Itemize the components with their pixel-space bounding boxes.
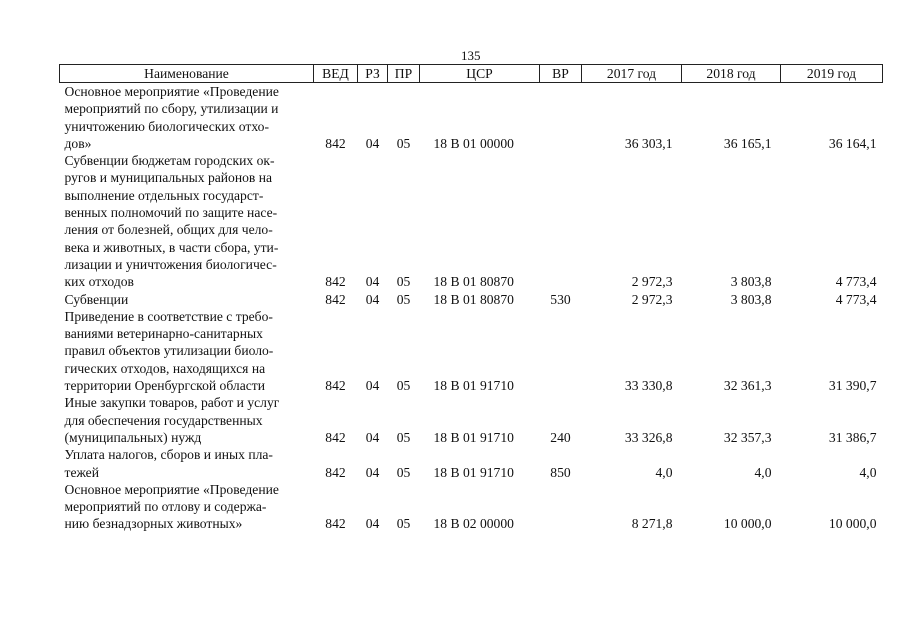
row-name-line: ких отходов	[64, 274, 134, 290]
row-2017: 33 326,8	[624, 429, 673, 445]
row-2019: 4,0	[859, 464, 877, 480]
row-pr: 05	[396, 378, 411, 394]
row-2019: 10 000,0	[828, 516, 877, 532]
row-vr	[540, 83, 582, 153]
row-name-line: Основное мероприятие «Проведение	[64, 84, 279, 99]
row-name-line: для обеспечения государственных	[64, 412, 263, 428]
table-row	[60, 152, 883, 290]
row-pr: 05	[396, 274, 411, 290]
row-name	[60, 308, 314, 394]
row-2017: 33 330,8	[624, 378, 673, 394]
row-csr: 18 В 01 80870	[433, 291, 514, 307]
header-pr: ПР	[388, 65, 420, 83]
row-name-line: Основное мероприятие «Проведение	[64, 481, 279, 497]
row-name-line: тежей	[64, 464, 99, 480]
row-name-line: лизации и уничтожения биологичес-	[64, 256, 277, 272]
row-pr: 05	[396, 516, 411, 532]
row-csr: 18 В 01 91710	[433, 429, 514, 445]
row-name-line: дов»	[64, 135, 92, 151]
row-vr	[540, 152, 582, 290]
row-2017: 36 303,1	[624, 135, 673, 151]
row-2019: 4 773,4	[835, 291, 877, 307]
table-header	[60, 65, 883, 83]
header-ved: ВЕД	[314, 65, 358, 83]
row-ved: 842	[325, 274, 346, 290]
row-name-line: века и животных, в части сбора, ути-	[64, 239, 279, 255]
row-name-line: Уплата налогов, сборов и иных пла-	[64, 447, 273, 463]
row-2017: 2 972,3	[631, 291, 673, 307]
row-vr: 850	[550, 464, 571, 480]
row-vr: 530	[550, 291, 571, 307]
header-2018: 2018 год	[682, 65, 781, 83]
row-csr: 18 В 01 91710	[433, 464, 514, 480]
table-row	[60, 394, 883, 446]
row-name-line: Иные закупки товаров, работ и услуг	[64, 395, 280, 411]
row-name-line: ругов и муниципальных районов на	[64, 170, 273, 186]
row-ved: 842	[325, 291, 346, 307]
row-2018: 32 357,3	[723, 429, 772, 445]
budget-table	[59, 64, 883, 533]
row-vr	[540, 308, 582, 394]
row-name-line: гических отходов, находящихся на	[64, 360, 266, 376]
row-2017: 8 271,8	[631, 516, 673, 532]
row-2019: 4 773,4	[835, 274, 877, 290]
row-csr: 18 В 01 00000	[433, 135, 514, 151]
row-name-line: Приведение в соответствие с требо-	[64, 308, 273, 324]
row-name	[60, 291, 314, 308]
row-ved: 842	[325, 464, 346, 480]
row-name	[60, 481, 314, 533]
table-row	[60, 291, 883, 308]
row-name	[60, 394, 314, 446]
row-name-line: (муниципальных) нужд	[64, 429, 202, 445]
row-pr: 05	[396, 291, 411, 307]
row-ved: 842	[325, 378, 346, 394]
row-pr: 05	[396, 429, 411, 445]
row-2017: 2 972,3	[631, 274, 673, 290]
header-csr: ЦСР	[420, 65, 540, 83]
row-2018: 3 803,8	[730, 274, 772, 290]
table-row	[60, 446, 883, 481]
row-2019: 31 386,7	[828, 429, 877, 445]
row-csr: 18 В 01 91710	[433, 378, 514, 394]
row-rz: 04	[365, 135, 380, 151]
row-2019: 36 164,1	[828, 135, 877, 151]
row-name	[60, 83, 314, 153]
row-pr: 05	[396, 135, 411, 151]
row-name-line: Субвенции	[64, 291, 129, 307]
row-csr: 18 В 02 00000	[433, 516, 514, 532]
row-rz: 04	[365, 274, 380, 290]
row-pr: 05	[396, 464, 411, 480]
row-rz: 04	[365, 429, 380, 445]
row-rz: 04	[365, 291, 380, 307]
row-2018: 4,0	[754, 464, 772, 480]
row-ved: 842	[325, 135, 346, 151]
row-ved: 842	[325, 429, 346, 445]
row-2018: 10 000,0	[723, 516, 772, 532]
row-name	[60, 152, 314, 290]
row-name-line: венных полномочий по защите насе-	[64, 205, 278, 221]
row-name-line: нию безнадзорных животных»	[64, 516, 243, 532]
page-number: 135	[461, 48, 481, 63]
table-body	[60, 83, 883, 533]
table-row	[60, 308, 883, 394]
row-name-line: мероприятий по отлову и содержа-	[64, 499, 267, 515]
row-2018: 36 165,1	[723, 135, 772, 151]
row-ved: 842	[325, 516, 346, 532]
header-vr: ВР	[540, 65, 582, 83]
row-name-line: выполнение отдельных государст-	[64, 187, 264, 203]
row-rz: 04	[365, 378, 380, 394]
row-2018: 32 361,3	[723, 378, 772, 394]
row-2019: 31 390,7	[828, 378, 877, 394]
row-2018: 3 803,8	[730, 291, 772, 307]
row-csr: 18 В 01 80870	[433, 274, 514, 290]
row-name-line: ления от болезней, общих для чело-	[64, 222, 273, 238]
row-name-line: территории Оренбургской области	[64, 378, 265, 394]
row-vr: 240	[550, 429, 571, 445]
header-rz: РЗ	[358, 65, 388, 83]
header-2019: 2019 год	[781, 65, 883, 83]
row-name-line: уничтожению биологических отхо-	[64, 118, 269, 134]
row-rz: 04	[365, 516, 380, 532]
row-2017: 4,0	[655, 464, 673, 480]
row-name-line: ваниями ветеринарно-санитарных	[64, 326, 263, 342]
table-row	[60, 83, 883, 153]
row-name	[60, 446, 314, 481]
row-name-line: Субвенции бюджетам городских ок-	[64, 153, 275, 169]
table-row	[60, 481, 883, 533]
row-rz: 04	[365, 464, 380, 480]
row-vr	[540, 481, 582, 533]
header-2017: 2017 год	[582, 65, 682, 83]
row-name-line: мероприятий по сбору, утилизации и	[64, 101, 279, 117]
header-name: Наименование	[60, 65, 314, 83]
row-name-line: правил объектов утилизации биоло-	[64, 343, 274, 359]
